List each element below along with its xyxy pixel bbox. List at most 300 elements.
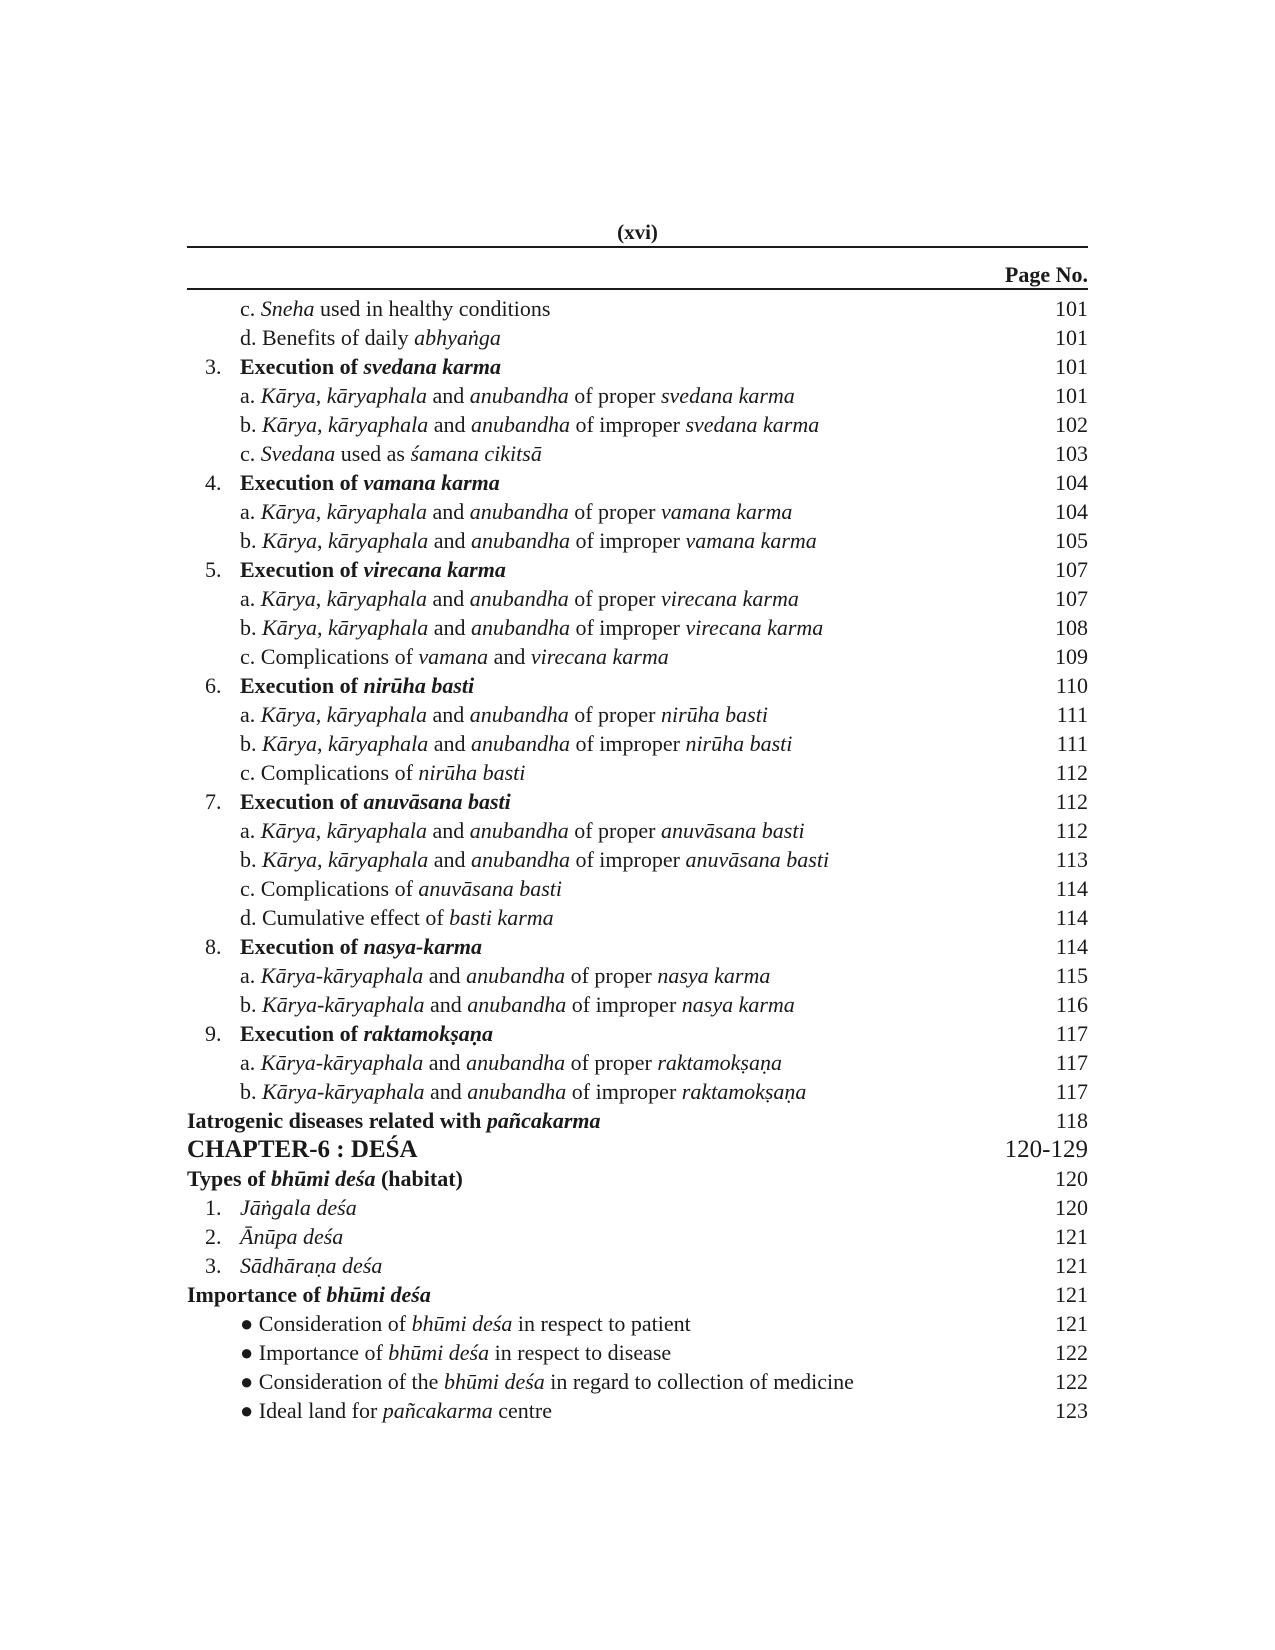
toc-page-number: 107 [1055, 586, 1088, 611]
toc-entry-title [240, 700, 768, 729]
toc-text-fragment: virecana karma [685, 615, 824, 640]
toc-text-fragment: Complications of [260, 644, 419, 669]
toc-text-fragment: kāryaphala [326, 499, 427, 524]
toc-text-fragment: Sādhāraṇa deśa [240, 1253, 383, 1278]
toc-text-fragment: anubandha [469, 818, 569, 843]
toc-item-number: 3. [205, 1253, 222, 1278]
toc-text-fragment: Kārya [262, 615, 317, 640]
toc-text-fragment: and [426, 499, 470, 524]
toc-item-number: 2. [205, 1224, 222, 1249]
toc-text-fragment: nirūha basti [685, 731, 793, 756]
toc-text-fragment: bhūmi deśa [270, 1166, 376, 1191]
toc-text-fragment: Kārya-kāryaphala [260, 963, 424, 988]
toc-page-number: 121 [1055, 1224, 1088, 1249]
toc-entry-title [240, 497, 792, 526]
toc-item-letter: a. [240, 383, 261, 408]
toc-item-number: 3. [205, 354, 222, 379]
toc-item-letter: c. [240, 296, 261, 321]
toc-text-fragment: nirūha basti [660, 702, 768, 727]
toc-page-number: 114 [1055, 876, 1088, 901]
bullet-icon: ● [240, 1311, 259, 1336]
toc-page-number: 123 [1055, 1398, 1088, 1423]
toc-page-number: 121 [1055, 1311, 1088, 1336]
toc-entry-title [205, 1222, 343, 1251]
toc-item-letter: c. [240, 441, 261, 466]
bullet-icon: ● [240, 1340, 259, 1365]
toc-entry-title [240, 323, 501, 352]
toc-entry [187, 1251, 1088, 1280]
toc-item-letter: b. [240, 731, 262, 756]
toc-text-fragment: raktamokṣaṇa [363, 1021, 494, 1046]
toc-text-fragment: pañcakarma [486, 1108, 601, 1133]
toc-text-fragment: nasya-karma [363, 934, 483, 959]
toc-item-number: 4. [205, 470, 222, 495]
toc-text-fragment: and [428, 528, 471, 553]
toc-item-letter: a. [240, 963, 261, 988]
toc-text-fragment: anubandha [466, 1050, 566, 1075]
toc-text-fragment: and [426, 383, 470, 408]
toc-entry [187, 1019, 1088, 1048]
toc-item-letter: a. [240, 1050, 261, 1075]
toc-item-letter: a. [240, 586, 261, 611]
toc-text-fragment: kāryaphala [328, 528, 429, 553]
toc-text-fragment: , [315, 818, 327, 843]
toc-text-fragment: anubandha [469, 586, 569, 611]
toc-entry-title [240, 874, 562, 903]
toc-page-number: 114 [1055, 905, 1088, 930]
toc-text-fragment: of proper [565, 1050, 658, 1075]
toc-text-fragment: Consideration of the [258, 1369, 444, 1394]
toc-text-fragment: Execution of [240, 557, 364, 582]
toc-text-fragment: kāryaphala [328, 412, 429, 437]
toc-text-fragment: anubandha [467, 1079, 567, 1104]
toc-entry-title [240, 294, 550, 323]
toc-text-fragment: anubandha [467, 992, 567, 1017]
toc-text-fragment: virecana karma [363, 557, 506, 582]
toc-text-fragment: of proper [568, 818, 661, 843]
toc-text-fragment: , [315, 702, 327, 727]
toc-entry [187, 903, 1088, 932]
toc-entry-title [240, 903, 554, 932]
toc-text-fragment: Kārya [262, 847, 317, 872]
toc-page-number: 112 [1055, 789, 1088, 814]
toc-entry-title [205, 468, 500, 497]
toc-item-number: 1. [205, 1195, 222, 1220]
toc-text-fragment: , [317, 731, 328, 756]
toc-entry [187, 816, 1088, 845]
toc-text-fragment: Execution of [240, 934, 364, 959]
toc-text-fragment: and [428, 412, 471, 437]
toc-text-fragment: Ānūpa deśa [240, 1224, 344, 1249]
toc-item-letter: c. [240, 876, 261, 901]
toc-page-number: 120 [1055, 1166, 1088, 1191]
toc-entry [187, 613, 1088, 642]
toc-text-fragment: of proper [568, 499, 661, 524]
toc-entry [187, 439, 1088, 468]
page-number-label: (xvi) [617, 220, 658, 244]
toc-entry-title [240, 1048, 782, 1077]
toc-entry [187, 932, 1088, 961]
toc-entry [187, 874, 1088, 903]
toc-entry [187, 1396, 1088, 1425]
toc-page-number: 114 [1055, 934, 1088, 959]
toc-entry-title [187, 1135, 418, 1164]
toc-entry [187, 1106, 1088, 1135]
toc-text-fragment: , [315, 383, 327, 408]
toc-entry-title [240, 990, 795, 1019]
toc-chapter-row [187, 1135, 1088, 1164]
toc-page-number: 103 [1055, 441, 1088, 466]
toc-text-fragment: used as [335, 441, 411, 466]
toc-page-number: 101 [1055, 354, 1088, 379]
toc-item-letter: d. [240, 325, 262, 350]
toc-text-fragment: and [426, 586, 470, 611]
toc-text-fragment: anubandha [470, 731, 570, 756]
toc-entry-title [205, 555, 506, 584]
toc-item-number: 7. [205, 789, 222, 814]
toc-text-fragment: Complications of [260, 760, 419, 785]
toc-text-fragment: anubandha [470, 847, 570, 872]
bullet-icon: ● [240, 1369, 259, 1394]
toc-page-number: 122 [1055, 1340, 1088, 1365]
table-of-contents [187, 294, 1088, 1425]
toc-text-fragment: kāryaphala [326, 818, 427, 843]
toc-text-fragment: of improper [566, 992, 682, 1017]
toc-page-number: 116 [1055, 992, 1088, 1017]
toc-item-letter: a. [240, 702, 261, 727]
toc-item-letter: a. [240, 818, 261, 843]
toc-entry [187, 584, 1088, 613]
toc-text-fragment: CHAPTER-6 : DEŚA [187, 1136, 418, 1163]
toc-text-fragment: of improper [569, 615, 686, 640]
toc-text-fragment: anubandha [470, 412, 570, 437]
toc-entry [187, 961, 1088, 990]
toc-entry [187, 526, 1088, 555]
toc-entry-title [240, 845, 829, 874]
toc-page-number: 117 [1055, 1021, 1088, 1046]
toc-entry [187, 758, 1088, 787]
toc-entry [187, 497, 1088, 526]
toc-text-fragment: basti karma [449, 905, 554, 930]
toc-text-fragment: and [428, 615, 471, 640]
toc-text-fragment: anuvāsana basti [685, 847, 830, 872]
page-no-column-header: Page No. [1004, 262, 1088, 287]
toc-entry-title [240, 816, 805, 845]
toc-text-fragment: anubandha [469, 499, 569, 524]
toc-entry-title [240, 642, 669, 671]
toc-item-letter: c. [240, 644, 261, 669]
toc-page-number: 104 [1055, 499, 1088, 524]
toc-text-fragment: Kārya [260, 499, 316, 524]
toc-entry-title [240, 961, 770, 990]
toc-text-fragment: Execution of [240, 354, 364, 379]
toc-item-number: 9. [205, 1021, 222, 1046]
toc-item-number: 8. [205, 934, 222, 959]
toc-entry [187, 1338, 1088, 1367]
toc-text-fragment: anubandha [470, 528, 570, 553]
toc-text-fragment: of improper [569, 412, 686, 437]
toc-page-number: 120-129 [1004, 1136, 1088, 1163]
toc-text-fragment: of improper [569, 847, 686, 872]
toc-page-number: 113 [1055, 847, 1088, 872]
toc-text-fragment: anuvāsana basti [660, 818, 805, 843]
toc-entry [187, 352, 1088, 381]
toc-item-letter: c. [240, 760, 261, 785]
toc-text-fragment: in respect to patient [512, 1311, 691, 1336]
toc-text-fragment: raktamokṣaṇa [657, 1050, 782, 1075]
toc-entry [187, 1222, 1088, 1251]
toc-page-number: 121 [1055, 1253, 1088, 1278]
toc-page-number: 112 [1055, 818, 1088, 843]
toc-entry-title [240, 1367, 854, 1396]
toc-text-fragment: , [317, 847, 328, 872]
toc-text-fragment: Kārya-kāryaphala [262, 1079, 425, 1104]
toc-page-number: 101 [1055, 325, 1088, 350]
toc-item-letter: a. [240, 499, 261, 524]
toc-text-fragment: Sneha [260, 296, 315, 321]
toc-entry [187, 990, 1088, 1019]
toc-entry-title [240, 1309, 691, 1338]
toc-entry-title [240, 1396, 552, 1425]
toc-entry-title [240, 584, 799, 613]
toc-page-number: 120 [1055, 1195, 1088, 1220]
toc-entry [187, 1193, 1088, 1222]
toc-page-number: 109 [1055, 644, 1088, 669]
toc-text-fragment: in respect to disease [489, 1340, 672, 1365]
toc-page-number: 105 [1055, 528, 1088, 553]
toc-text-fragment: bhūmi deśa [443, 1369, 545, 1394]
toc-text-fragment: Kārya-kāryaphala [262, 992, 425, 1017]
toc-entry [187, 642, 1088, 671]
toc-text-fragment: kāryaphala [326, 586, 427, 611]
toc-entry-title [205, 932, 482, 961]
toc-text-fragment: Svedana [260, 441, 336, 466]
toc-text-fragment: of proper [565, 963, 658, 988]
toc-page-number: 102 [1055, 412, 1088, 437]
toc-entry-title [205, 1251, 382, 1280]
toc-text-fragment: Kārya [260, 383, 316, 408]
toc-entry [187, 845, 1088, 874]
toc-text-fragment: kāryaphala [326, 383, 427, 408]
toc-page-number: 107 [1055, 557, 1088, 582]
toc-entry [187, 1309, 1088, 1338]
toc-text-fragment: Types of [187, 1166, 271, 1191]
toc-page-number: 101 [1055, 296, 1088, 321]
toc-text-fragment: nirūha basti [363, 673, 475, 698]
toc-text-fragment: , [315, 586, 327, 611]
toc-text-fragment: Execution of [240, 789, 364, 814]
toc-text-fragment: virecana karma [530, 644, 669, 669]
toc-text-fragment: used in healthy conditions [314, 296, 551, 321]
toc-text-fragment: and [426, 818, 470, 843]
toc-text-fragment: and [428, 847, 471, 872]
toc-text-fragment: Importance of [258, 1340, 389, 1365]
toc-entry-title [240, 758, 525, 787]
toc-text-fragment: , [317, 412, 328, 437]
toc-entry-title [240, 526, 817, 555]
toc-text-fragment: of improper [569, 731, 686, 756]
toc-text-fragment: svedana karma [660, 383, 795, 408]
toc-entry-title [240, 729, 792, 758]
toc-text-fragment: vamana [418, 644, 489, 669]
toc-text-fragment: Benefits of daily [262, 325, 415, 350]
toc-text-fragment: kāryaphala [328, 847, 429, 872]
toc-entry [187, 787, 1088, 816]
toc-entry-title [240, 1077, 806, 1106]
toc-text-fragment: anubandha [469, 383, 569, 408]
toc-text-fragment: and [424, 992, 468, 1017]
toc-text-fragment: Consideration of [258, 1311, 412, 1336]
toc-text-fragment: and [424, 1079, 468, 1104]
toc-entry [187, 671, 1088, 700]
toc-text-fragment: anubandha [470, 615, 570, 640]
toc-text-fragment: and [488, 644, 531, 669]
toc-entry-title [187, 1164, 463, 1193]
header-rule [187, 246, 1088, 248]
toc-text-fragment: anuvāsana basti [418, 876, 563, 901]
toc-text-fragment: vamana karma [660, 499, 793, 524]
toc-entry [187, 294, 1088, 323]
toc-text-fragment: anubandha [466, 963, 566, 988]
toc-page-number: 117 [1055, 1079, 1088, 1104]
toc-text-fragment: nirūha basti [418, 760, 526, 785]
toc-entry [187, 1048, 1088, 1077]
toc-page-number: 111 [1056, 702, 1088, 727]
toc-item-letter: b. [240, 615, 262, 640]
toc-text-fragment: Kārya [262, 528, 317, 553]
column-header-rule [187, 288, 1088, 290]
toc-entry [187, 1077, 1088, 1106]
toc-text-fragment: and [426, 702, 470, 727]
toc-text-fragment: vamana karma [685, 528, 817, 553]
toc-text-fragment: of improper [569, 528, 686, 553]
toc-text-fragment: Execution of [240, 470, 364, 495]
toc-item-number: 5. [205, 557, 222, 582]
toc-page-number: 115 [1055, 963, 1088, 988]
toc-entry [187, 468, 1088, 497]
toc-page-number: 121 [1055, 1282, 1088, 1307]
toc-text-fragment: , [317, 528, 328, 553]
toc-text-fragment: Iatrogenic diseases related with [187, 1108, 487, 1133]
toc-item-letter: b. [240, 847, 262, 872]
toc-text-fragment: , [317, 615, 328, 640]
toc-text-fragment: bhūmi deśa [388, 1340, 490, 1365]
toc-text-fragment: Cumulative effect of [262, 905, 450, 930]
toc-entry [187, 1367, 1088, 1396]
toc-text-fragment: Importance of [187, 1282, 327, 1307]
toc-text-fragment: of improper [566, 1079, 682, 1104]
toc-item-letter: b. [240, 1079, 262, 1104]
toc-page-number: 122 [1055, 1369, 1088, 1394]
toc-text-fragment: (habitat) [375, 1166, 463, 1191]
toc-text-fragment: svedana karma [685, 412, 820, 437]
toc-entry-title [205, 1019, 493, 1048]
toc-text-fragment: kāryaphala [328, 615, 429, 640]
toc-entry-title [187, 1280, 431, 1309]
toc-entry-title [187, 1106, 601, 1135]
toc-entry-title [240, 439, 542, 468]
toc-page-number: 110 [1055, 673, 1088, 698]
toc-text-fragment: svedana karma [363, 354, 501, 379]
toc-text-fragment: Kārya [260, 818, 316, 843]
toc-page-number: 104 [1055, 470, 1088, 495]
toc-entry-title [205, 671, 474, 700]
toc-text-fragment: in regard to collection of medicine [544, 1369, 854, 1394]
bullet-icon: ● [240, 1398, 259, 1423]
toc-text-fragment: and [423, 963, 467, 988]
toc-entry [187, 410, 1088, 439]
toc-entry [187, 700, 1088, 729]
toc-entry [187, 381, 1088, 410]
toc-text-fragment: centre [492, 1398, 553, 1423]
toc-text-fragment: Ideal land for [258, 1398, 383, 1423]
toc-entry-title [205, 1193, 357, 1222]
toc-entry-title [240, 1338, 671, 1367]
toc-entry-title [240, 613, 823, 642]
toc-text-fragment: anubandha [469, 702, 569, 727]
toc-text-fragment: pañcakarma [382, 1398, 493, 1423]
toc-text-fragment: of proper [568, 586, 661, 611]
toc-text-fragment: Execution of [240, 1021, 364, 1046]
toc-text-fragment: nasya karma [681, 992, 795, 1017]
toc-page-number: 117 [1055, 1050, 1088, 1075]
toc-page-number: 118 [1055, 1108, 1088, 1133]
toc-text-fragment: abhyaṅga [414, 325, 501, 350]
toc-entry-title [240, 410, 819, 439]
toc-text-fragment: nasya karma [657, 963, 771, 988]
toc-entry [187, 1280, 1088, 1309]
toc-item-letter: d. [240, 905, 262, 930]
toc-text-fragment: Execution of [240, 673, 364, 698]
toc-item-letter: b. [240, 528, 262, 553]
toc-entry [187, 729, 1088, 758]
toc-text-fragment: Kārya [260, 702, 316, 727]
toc-text-fragment: anuvāsana basti [363, 789, 511, 814]
toc-entry [187, 555, 1088, 584]
toc-text-fragment: vamana karma [363, 470, 500, 495]
toc-item-letter: b. [240, 412, 262, 437]
toc-text-fragment: Kārya [262, 412, 317, 437]
toc-text-fragment: bhūmi deśa [326, 1282, 431, 1307]
toc-text-fragment: kāryaphala [328, 731, 429, 756]
toc-item-number: 6. [205, 673, 222, 698]
toc-page-number: 112 [1055, 760, 1088, 785]
toc-text-fragment: and [428, 731, 471, 756]
toc-text-fragment: Kārya [260, 586, 316, 611]
toc-page-number: 111 [1056, 731, 1088, 756]
toc-text-fragment: , [315, 499, 327, 524]
toc-text-fragment: Kārya-kāryaphala [260, 1050, 424, 1075]
toc-text-fragment: bhūmi deśa [411, 1311, 513, 1336]
toc-text-fragment: raktamokṣaṇa [681, 1079, 807, 1104]
toc-text-fragment: Kārya [262, 731, 317, 756]
toc-text-fragment: Jāṅgala deśa [240, 1195, 357, 1220]
toc-text-fragment: virecana karma [660, 586, 799, 611]
toc-page-number: 108 [1055, 615, 1088, 640]
toc-text-fragment: kāryaphala [326, 702, 427, 727]
toc-entry [187, 323, 1088, 352]
toc-text-fragment: of proper [568, 702, 661, 727]
toc-text-fragment: of proper [568, 383, 661, 408]
toc-entry [187, 1164, 1088, 1193]
toc-text-fragment: and [423, 1050, 467, 1075]
toc-page-number: 101 [1055, 383, 1088, 408]
toc-entry-title [205, 352, 501, 381]
toc-entry-title [240, 381, 795, 410]
toc-text-fragment: śamana cikitsā [410, 441, 542, 466]
toc-text-fragment: Complications of [260, 876, 419, 901]
toc-entry-title [205, 787, 511, 816]
